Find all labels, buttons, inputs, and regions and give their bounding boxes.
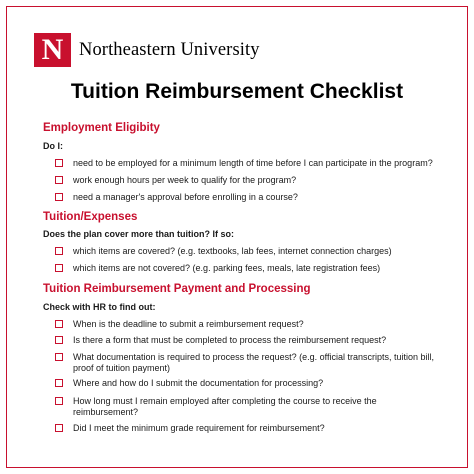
checklist-item[interactable] xyxy=(55,352,435,374)
checklist-item[interactable] xyxy=(55,192,435,203)
checkbox[interactable] xyxy=(55,320,63,328)
checkbox[interactable] xyxy=(55,176,63,184)
checklist-item[interactable] xyxy=(55,396,435,418)
checklist-item-text: work enough hours per week to qualify for the program? xyxy=(73,175,297,185)
checkbox[interactable] xyxy=(55,379,63,387)
checklist-item-text: When is the deadline to submit a reimbursement request? xyxy=(73,319,304,329)
header xyxy=(34,33,260,67)
checklist-item[interactable] xyxy=(55,263,435,274)
section-heading-expenses: Tuition/Expenses xyxy=(43,211,138,223)
checkbox[interactable] xyxy=(55,353,63,361)
section-intro-expenses: Does the plan cover more than tuition? If so: xyxy=(43,229,235,239)
checklist-item[interactable] xyxy=(55,319,435,330)
checklist-item-text: How long must I remain employed after completing the course to receive the reimbursement? xyxy=(73,396,377,417)
checklist-item[interactable] xyxy=(55,246,435,257)
checklist-item[interactable] xyxy=(55,335,435,346)
checkbox[interactable] xyxy=(55,424,63,432)
section-intro-eligibility: Do I: xyxy=(43,141,63,151)
checklist-item-text: need a manager's approval before enrolling in a course? xyxy=(73,192,298,202)
section-heading-eligibility: Employment Eligibity xyxy=(43,122,160,134)
logo-letter: N xyxy=(41,33,64,66)
checkbox[interactable] xyxy=(55,159,63,167)
page-title: Tuition Reimbursement Checklist xyxy=(70,80,404,103)
checklist-item-text: What documentation is required to process the request? (e.g. official transcripts, tuition bill, proof of tuition payment) xyxy=(73,352,435,373)
checklist-item-text: need to be employed for a minimum length of time before I can participate in the program? xyxy=(73,158,433,168)
checkbox[interactable] xyxy=(55,264,63,272)
checklist-item-text: Did I meet the minimum grade requirement for reimbursement? xyxy=(73,423,325,433)
checklist-item[interactable] xyxy=(55,378,435,389)
checkbox[interactable] xyxy=(55,193,63,201)
checklist-item-text: Is there a form that must be completed to process the reimbursement request? xyxy=(73,335,387,345)
checklist-item-text: which items are not covered? (e.g. parking fees, meals, late registration fees) xyxy=(73,263,381,273)
checkbox[interactable] xyxy=(55,247,63,255)
section-intro-payment: Check with HR to find out: xyxy=(43,302,156,312)
university-logo xyxy=(34,33,71,67)
checklist-item[interactable] xyxy=(55,175,435,186)
checkbox[interactable] xyxy=(55,397,63,405)
checklist-item-text: Where and how do I submit the documentation for processing? xyxy=(73,378,324,388)
checklist-item[interactable] xyxy=(55,423,435,434)
checklist-item-text: which items are covered? (e.g. textbooks, lab fees, internet connection charges) xyxy=(73,246,392,256)
checkbox[interactable] xyxy=(55,336,63,344)
checklist-item[interactable] xyxy=(55,158,435,169)
university-name: Northeastern University xyxy=(79,39,260,60)
section-heading-payment: Tuition Reimbursement Payment and Processing xyxy=(43,283,311,295)
